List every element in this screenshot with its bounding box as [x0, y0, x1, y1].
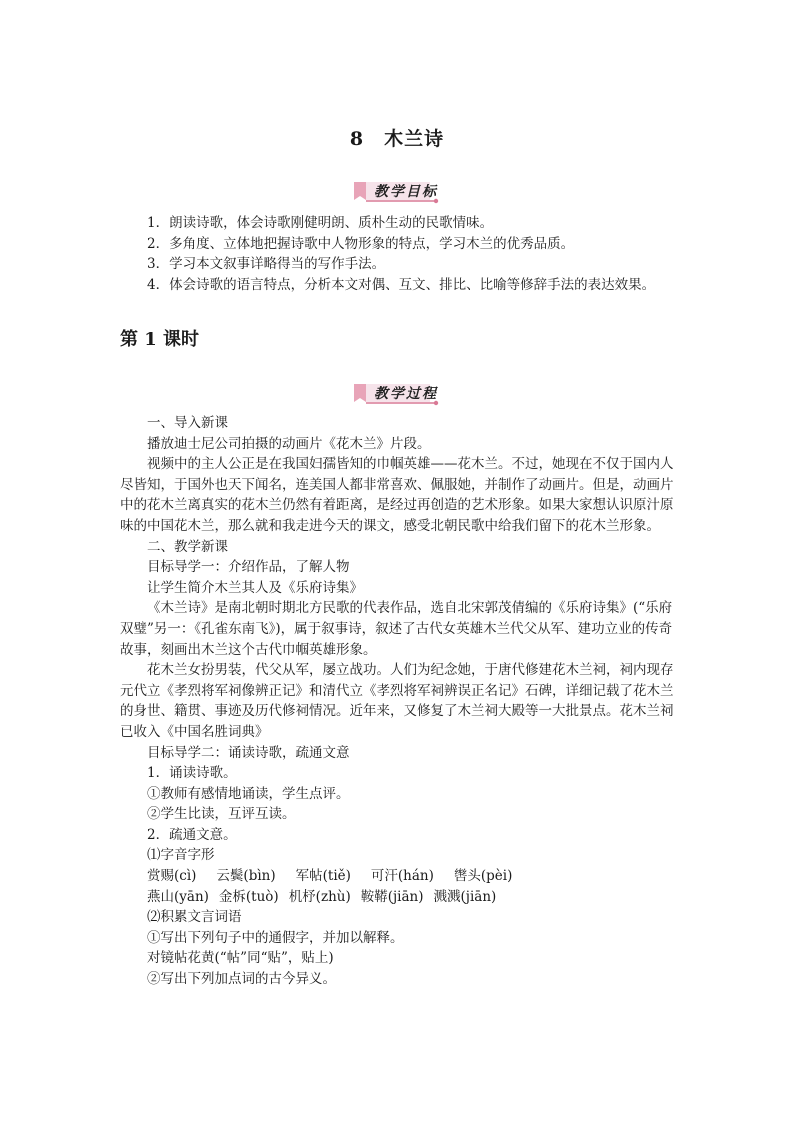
paragraph: 花木兰女扮男装，代父从军，屡立战功。人们为纪念她，于唐代修建花木兰祠，祠内现存元代立《孝烈将军祠像辨正记》和清代立《孝烈将军祠辨误正名记》石碑，详细记载了花木兰的身世、籍贯、事迹及历代修祠情况。近年来，又修复了木兰祠大殿等一大批景点。花木兰祠已收入《中国名胜词典》 [120, 662, 674, 740]
objectives-list [120, 213, 676, 295]
paragraph: 一、导入新课 [147, 415, 228, 431]
lesson-heading: 第 1 课时 [120, 329, 200, 350]
vocab-item: 军帖(tiě) [295, 868, 351, 885]
vocab-item: 可汗(hán) [370, 868, 434, 885]
paragraph: 目标导学一：介绍作品，了解人物 [147, 559, 350, 576]
paragraph: ①教师有感情地诵读，学生点评。 [147, 785, 350, 802]
objectives-label-text: 教学目标 [374, 184, 438, 200]
process-section-label [354, 382, 440, 406]
vocab-item: 赏赐(cì) [147, 868, 197, 885]
vocab-row [120, 887, 676, 908]
vocab-item: 辔头(pèi) [453, 868, 513, 885]
paragraph: 2．疏通文意。 [147, 826, 237, 843]
paragraph: ①写出下列句子中的通假字，并加以解释。 [147, 929, 404, 946]
paragraph: ⑴字音字形 [147, 847, 215, 864]
paragraph: 1．诵读诗歌。 [147, 765, 237, 782]
paragraph: ⑵积累文言词语 [147, 909, 242, 926]
objectives-section-label [354, 180, 440, 204]
list-item: 4．体会诗歌的语言特点，分析本文对偶、互文、排比、比喻等修辞手法的表达效果。 [147, 276, 656, 293]
vocab-item: 鞍鞯(jiān) [360, 888, 424, 905]
paragraph: 播放迪士尼公司拍摄的动画片《花木兰》片段。 [147, 435, 431, 452]
process-body [120, 413, 676, 990]
paragraph: ②写出下列加点词的古今异义。 [147, 971, 336, 988]
paragraph: 《木兰诗》是南北朝时期北方民歌的代表作品，选自北宋郭茂倩编的《乐府诗集》(“乐府双璧”另一：《孔雀东南飞》)，属于叙事诗，叙述了古代女英雄木兰代父从军、建功立业的传奇故事，刻画出木兰这个古代巾帼英雄形象。 [120, 600, 673, 658]
vocab-item: 机杼(zhù) [288, 888, 351, 905]
paragraph: ②学生比读，互评互读。 [147, 806, 296, 823]
paragraph: 视频中的主人公正是在我国妇孺皆知的巾帼英雄——花木兰。不过，她现在不仅于国内人尽皆知，于国外也天下闻名，连美国人都非常喜欢、佩服她，并制作了动画片。但是，动画片中的花木兰离真实的花木兰仍然有着距离，是经过再创造的艺术形象。如果大家想认识原汁原味的中国花木兰，那么就和我走进今天的课文，感受北朝民歌中给我们留下的花木兰形象。 [120, 456, 674, 534]
list-item: 1．朗读诗歌，体会诗歌刚健明朗、质朴生动的民歌情味。 [147, 215, 494, 231]
paragraph: 二、教学新课 [147, 538, 228, 555]
vocab-row [120, 866, 676, 887]
vocab-item: 溅溅(jiān) [433, 888, 497, 905]
process-label-text: 教学过程 [374, 386, 438, 402]
list-item: 2．多角度、立体地把握诗歌中人物形象的特点，学习木兰的优秀品质。 [147, 235, 575, 252]
paragraph: 让学生简介木兰其人及《乐府诗集》 [147, 579, 363, 596]
paragraph: 对镜帖花黄(“帖”同“贴”，贴上) [147, 950, 334, 967]
vocab-item: 云鬓(bìn) [216, 868, 276, 885]
paragraph: 目标导学二：诵读诗歌，疏通文意 [147, 744, 350, 761]
page-title: 8 木兰诗 [349, 128, 445, 150]
vocab-item: 金柝(tuò) [218, 888, 279, 905]
list-item: 3．学习本文叙事详略得当的写作手法。 [147, 256, 386, 273]
vocab-item: 燕山(yān) [147, 888, 209, 905]
